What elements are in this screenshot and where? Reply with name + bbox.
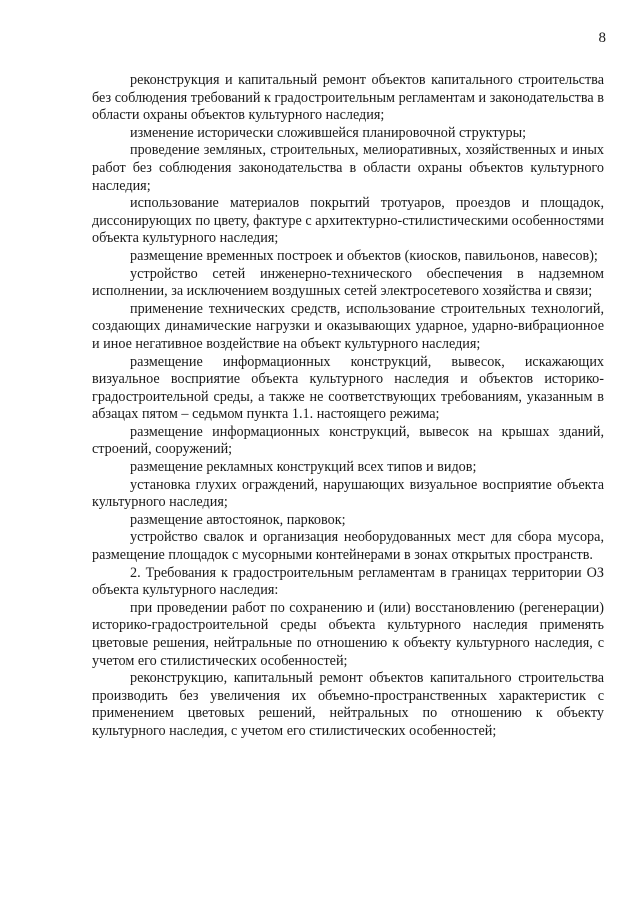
paragraph: изменение исторически сложившейся планировочной структуры;	[130, 124, 527, 141]
paragraph: проведение земляных, строительных, мелиоративных, хозяйственных и иных работ без соблюдения законодательства в области охраны объектов культурного наследия;	[92, 142, 604, 194]
paragraph: устройство свалок и организация необорудованных мест для сбора мусора, размещение площадок с мусорными контейнерами в зонах открытых пространств.	[92, 529, 604, 564]
paragraph: применение технических средств, использование строительных технологий, создающих динамические нагрузки и оказывающих ударное, ударно-вибрационное и иное негативное воздействие на объект культурного наследия;	[92, 300, 604, 352]
paragraph: установка глухих ограждений, нарушающих визуальное восприятие объекта культурного наследия;	[92, 476, 604, 511]
section-heading-paragraph: 2. Требования к градостроительным регламентам в границах территории ОЗ объекта культурного наследия:	[92, 564, 604, 599]
page-number: 8	[598, 30, 606, 46]
paragraph: размещение информационных конструкций, вывесок на крышах зданий, строений, сооружений;	[92, 423, 604, 458]
document-body	[92, 72, 604, 741]
paragraph: размещение рекламных конструкций всех типов и видов;	[130, 459, 477, 476]
paragraph: реконструкцию, капитальный ремонт объектов капитального строительства производить без увеличения их объемно-пространственных характеристик с применением цветовых решений, нейтральных по отношению к объекту культурного наследия, с учетом его стилистических особенностей;	[92, 670, 604, 739]
paragraph: при проведении работ по сохранению и (или) восстановлению (регенерации) историко-градостроительной среды объекта культурного наследия применять цветовые решения, нейтральные по отношению к объекту культурного наследия, с учетом его стилистических особенностей;	[92, 599, 604, 669]
paragraph: устройство сетей инженерно-технического обеспечения в надземном исполнении, за исключением воздушных сетей электросетевого хозяйства и связи;	[92, 265, 604, 300]
paragraph: размещение информационных конструкций, вывесок, искажающих визуальное восприятие объекта культурного наследия и объектов историко-градостроительной среды, а также не соответствующих требованиям, указанным в абзацах пятом – седьмом пункта 1.1. настоящего режима;	[92, 353, 604, 423]
paragraph: использование материалов покрытий тротуаров, проездов и площадок, диссонирующих по цвету, фактуре с архитектурно-стилистическими особенностями объекта культурного наследия;	[92, 195, 604, 247]
paragraph: реконструкция и капитальный ремонт объектов капитального строительства без соблюдения требований к градостроительным регламентам и законодательства в области охраны объектов культурного наследия;	[92, 72, 604, 124]
paragraph: размещение автостоянок, парковок;	[130, 511, 346, 528]
paragraph: размещение временных построек и объектов (киосков, павильонов, навесов);	[130, 247, 598, 264]
